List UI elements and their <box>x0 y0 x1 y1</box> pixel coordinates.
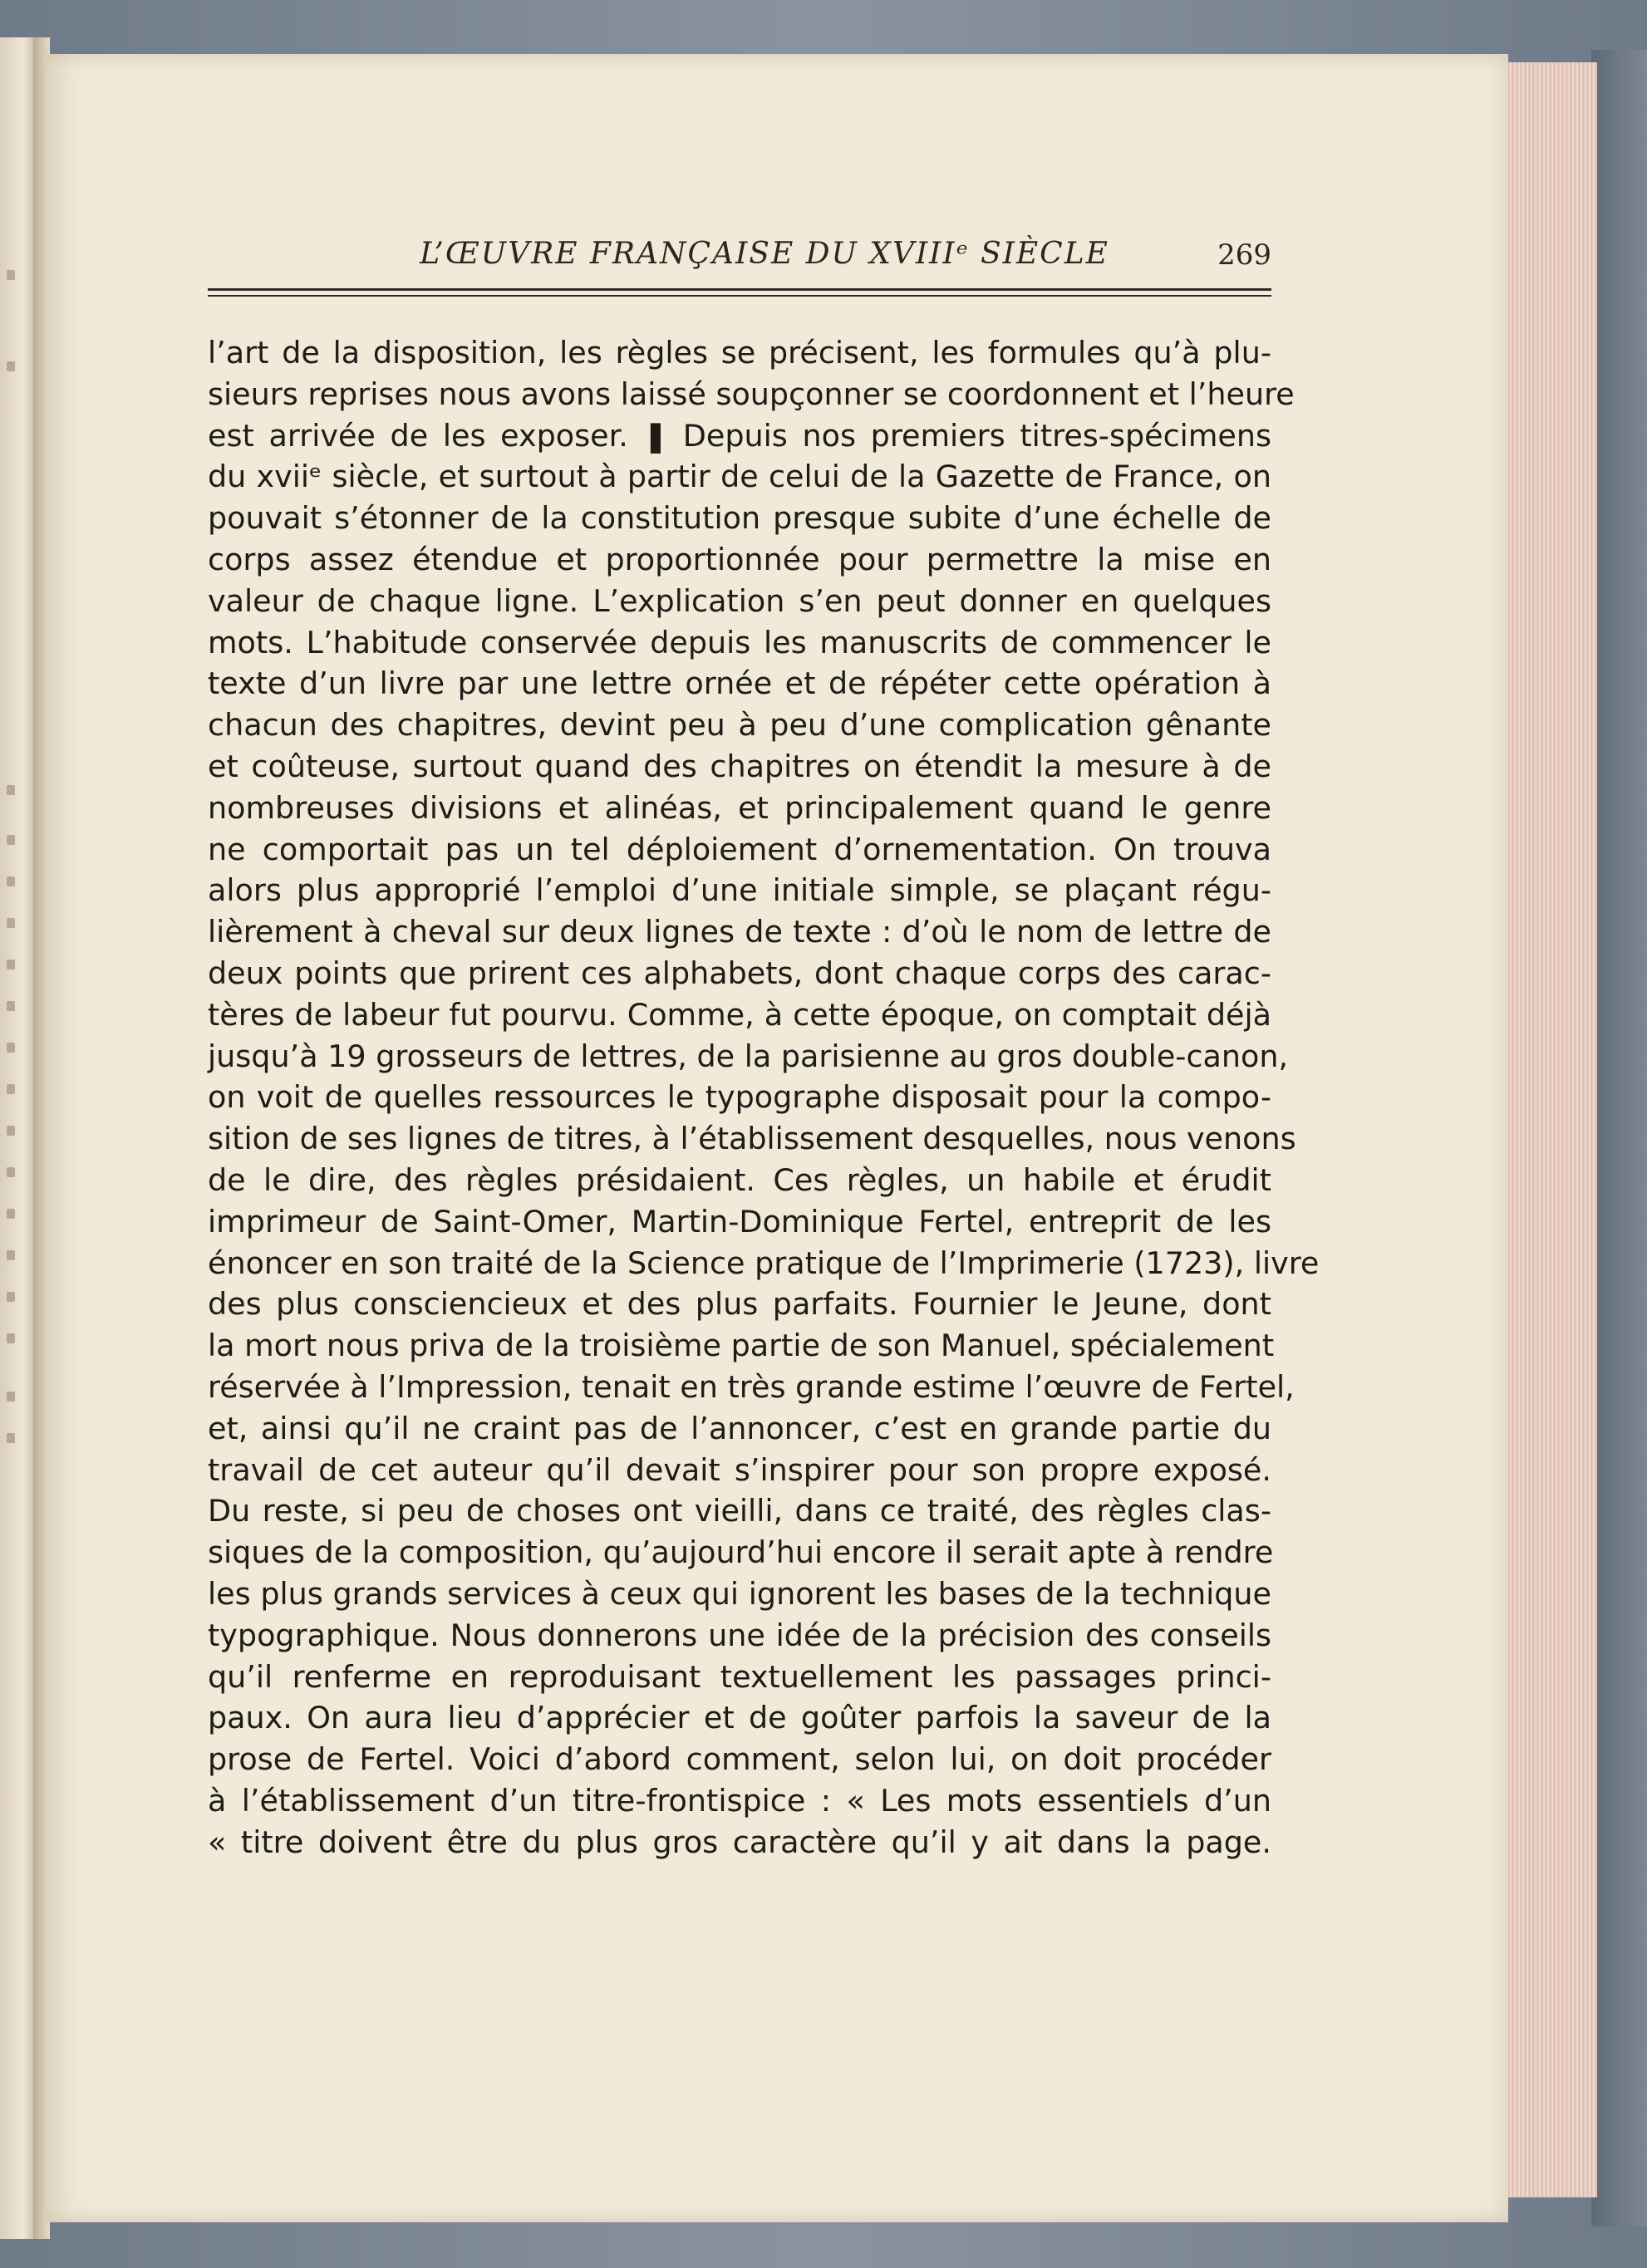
text-line: tères de labeur fut pourvu. Comme, à cette époque, on comptait déjà <box>208 996 1271 1033</box>
text-line: sieurs reprises nous avons laissé soupçonner se coordonnent et l’heure <box>208 376 1295 412</box>
text-line: lièrement à cheval sur deux lignes de texte : d’où le nom de lettre de <box>208 914 1271 950</box>
text-line: ne comportait pas un tel déploiement d’ornementation. On trouva <box>208 831 1271 867</box>
text-line: mots. L’habitude conservée depuis les manuscrits de commencer le <box>208 624 1271 660</box>
text-line: énoncer en son traité de la Science pratique de l’Imprimerie (1723), livre <box>208 1244 1320 1281</box>
running-header <box>208 237 1271 287</box>
header-double-rule <box>208 287 1271 300</box>
text-line: réservée à l’Impression, tenait en très grande estime l’œuvre de Fertel, <box>208 1368 1295 1405</box>
text-line: travail de cet auteur qu’il devait s’inspirer pour son propre exposé. <box>208 1451 1271 1488</box>
page-block-fore-edge <box>1504 62 1597 2197</box>
text-line: jusqu’à 19 grosseurs de lettres, de la parisienne au gros double-canon, <box>208 1038 1289 1074</box>
text-line: à l’établissement d’un titre-frontispice : « Les mots essentiels d’un <box>208 1782 1271 1819</box>
text-line: l’art de la disposition, les règles se précisent, les formules qu’à plu- <box>208 335 1271 371</box>
body-text <box>208 332 1320 1863</box>
text-line: est arrivée de les exposer. ❚ Depuis nos premiers titres-spécimens <box>208 417 1271 454</box>
text-line: imprimeur de Saint-Omer, Martin-Dominique Fertel, entreprit de les <box>208 1203 1271 1240</box>
text-line: alors plus approprié l’emploi d’une initiale simple, se plaçant régu- <box>208 872 1271 909</box>
text-line: « titre doivent être du plus gros caractère qu’il y ait dans la page. <box>208 1824 1271 1860</box>
facing-page-edge <box>0 37 34 2239</box>
text-line: on voit de quelles ressources le typographe disposait pour la compo- <box>208 1079 1271 1116</box>
text-line: et coûteuse, surtout quand des chapitres on étendit la mesure à de <box>208 748 1271 784</box>
text-line: et, ainsi qu’il ne craint pas de l’annoncer, c’est en grande partie du <box>208 1410 1271 1446</box>
text-line: chacun des chapitres, devint peu à peu d’une complication gênante <box>208 707 1271 744</box>
text-line: pouvait s’étonner de la constitution presque subite d’une échelle de <box>208 500 1271 537</box>
text-line: les plus grands services à ceux qui ignorent les bases de la technique <box>208 1575 1271 1612</box>
text-line: Du reste, si peu de choses ont vieilli, dans ce traité, des règles clas- <box>208 1493 1271 1529</box>
text-line: la mort nous priva de la troisième partie de son Manuel, spécialement <box>208 1328 1275 1364</box>
text-line: du xviiᵉ siècle, et surtout à partir de celui de la Gazette de France, on <box>208 459 1271 495</box>
text-line: corps assez étendue et proportionnée pour permettre la mise en <box>208 541 1271 577</box>
text-line: nombreuses divisions et alinéas, et principalement quand le genre <box>208 789 1271 826</box>
text-line: texte d’un livre par une lettre ornée et de répéter cette opération à <box>208 665 1271 702</box>
text-line: qu’il renferme en reproduisant textuellement les passages princi- <box>208 1658 1271 1695</box>
text-line: de le dire, des règles présidaient. Ces règles, un habile et érudit <box>208 1161 1271 1198</box>
text-line: paux. On aura lieu d’apprécier et de goûter parfois la saveur de la <box>208 1700 1271 1736</box>
text-line: des plus consciencieux et des plus parfaits. Fournier le Jeune, dont <box>208 1286 1271 1323</box>
cover-board <box>1591 50 1647 2226</box>
text-line: valeur de chaque ligne. L’explication s’en peut donner en quelques <box>208 582 1271 619</box>
text-line: siques de la composition, qu’aujourd’hui encore il serait apte à rendre <box>208 1534 1274 1571</box>
text-line: deux points que prirent ces alphabets, dont chaque corps des carac- <box>208 955 1271 991</box>
text-line: typographique. Nous donnerons une idée de la précision des conseils <box>208 1617 1271 1653</box>
running-title: L’ŒUVRE FRANÇAISE DU XVIIIᵉ SIÈCLE <box>420 237 1109 271</box>
page-number: 269 <box>1217 238 1271 272</box>
text-line: prose de Fertel. Voici d’abord comment, selon lui, on doit procéder <box>208 1741 1271 1778</box>
facing-page-print-bleed <box>5 37 30 2239</box>
text-line: sition de ses lignes de titres, à l’établissement desquelles, nous venons <box>208 1121 1296 1157</box>
